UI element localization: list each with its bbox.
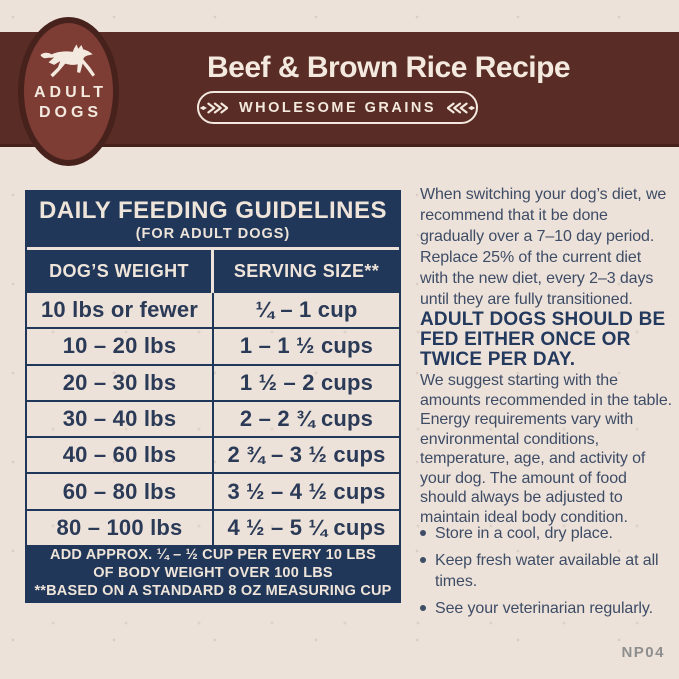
footnote-line: **BASED ON A STANDARD 8 OZ MEASURING CUP <box>34 583 392 599</box>
serving-cell: 3 ½ – 4 ½ cups <box>227 478 386 504</box>
table-subtitle: (FOR ADULT DOGS) <box>135 226 291 242</box>
list-item <box>420 550 666 592</box>
weight-cell: 60 – 80 lbs <box>27 474 214 508</box>
serving-cell: 4 ½ – 5 ¼ cups <box>227 514 386 540</box>
running-dog-icon <box>38 43 100 83</box>
adult-dogs-badge <box>18 17 119 166</box>
list-item-text: See your veterinarian regularly. <box>435 600 653 617</box>
wholesome-grains-badge <box>197 91 478 124</box>
serving-cell: 1 – 1 ½ cups <box>239 333 374 359</box>
wheat-sprig-right-icon <box>447 100 476 116</box>
weight-cell: 30 – 40 lbs <box>27 402 214 436</box>
table-row <box>27 364 399 400</box>
table-row <box>27 509 399 545</box>
recipe-title: Beef & Brown Rice Recipe <box>207 51 571 84</box>
list-item-text: Keep fresh water available at all times. <box>435 552 659 590</box>
table-body <box>27 293 399 545</box>
footnote-line: ADD APPROX. ¼ – ½ CUP PER EVERY 10 LBS <box>50 547 376 563</box>
weight-cell: 10 – 20 lbs <box>27 329 214 363</box>
table-row <box>27 327 399 363</box>
table-row <box>27 293 399 327</box>
feeding-advice-paragraph: We suggest starting with the amounts recommended in the table. Energy requirements vary with environmental conditions, temperature, age, and activity of your dog. The amount of food should always be adjusted to maintain ideal body condition. <box>420 372 672 526</box>
badge-label-adult: ADULT <box>33 84 108 101</box>
column-header-serving: SERVING SIZE** <box>233 261 380 281</box>
diet-transition-paragraph: When switching your dog’s diet, we recommend that it be done gradually over a 7–10 day period. Replace 25% of the current diet with the new diet, every 2–3 days until they are fully transitioned. <box>420 186 667 308</box>
weight-cell: 80 – 100 lbs <box>27 511 214 545</box>
serving-cell: 2 ¾ – 3 ½ cups <box>227 442 386 468</box>
weight-cell: 10 lbs or fewer <box>27 293 214 327</box>
weight-cell: 20 – 30 lbs <box>27 366 214 400</box>
badge-label-dogs: DOGS <box>38 104 103 121</box>
table-column-headers <box>27 250 399 293</box>
list-item <box>420 598 666 619</box>
table-row <box>27 472 399 508</box>
serving-cell: 2 – 2 ¾ cups <box>239 405 374 431</box>
table-title: DAILY FEEDING GUIDELINES <box>38 197 388 224</box>
bullet-icon <box>420 530 426 536</box>
care-tips-list <box>420 523 666 625</box>
list-item <box>420 523 666 544</box>
bullet-icon <box>420 557 426 563</box>
table-row <box>27 436 399 472</box>
wholesome-grains-label: WHOLESOME GRAINS <box>238 99 437 116</box>
footnote-line: OF BODY WEIGHT OVER 100 LBS <box>93 565 333 581</box>
list-item-text: Store in a cool, dry place. <box>435 525 613 542</box>
table-row <box>27 400 399 436</box>
wheat-sprig-left-icon <box>199 100 228 116</box>
feeding-guidelines-table <box>25 190 401 603</box>
column-header-weight: DOG’S WEIGHT <box>27 250 214 293</box>
bullet-icon <box>420 605 426 611</box>
product-code: NP04 <box>621 644 665 661</box>
weight-cell: 40 – 60 lbs <box>27 438 214 472</box>
table-title-band <box>27 192 399 247</box>
serving-cell: ¼ – 1 cup <box>255 297 358 323</box>
serving-cell: 1 ½ – 2 cups <box>239 369 374 395</box>
feeding-frequency-heading: ADULT DOGS SHOULD BE FED EITHER ONCE OR TWICE PER DAY. <box>420 309 666 370</box>
table-footnote-band <box>27 545 399 601</box>
